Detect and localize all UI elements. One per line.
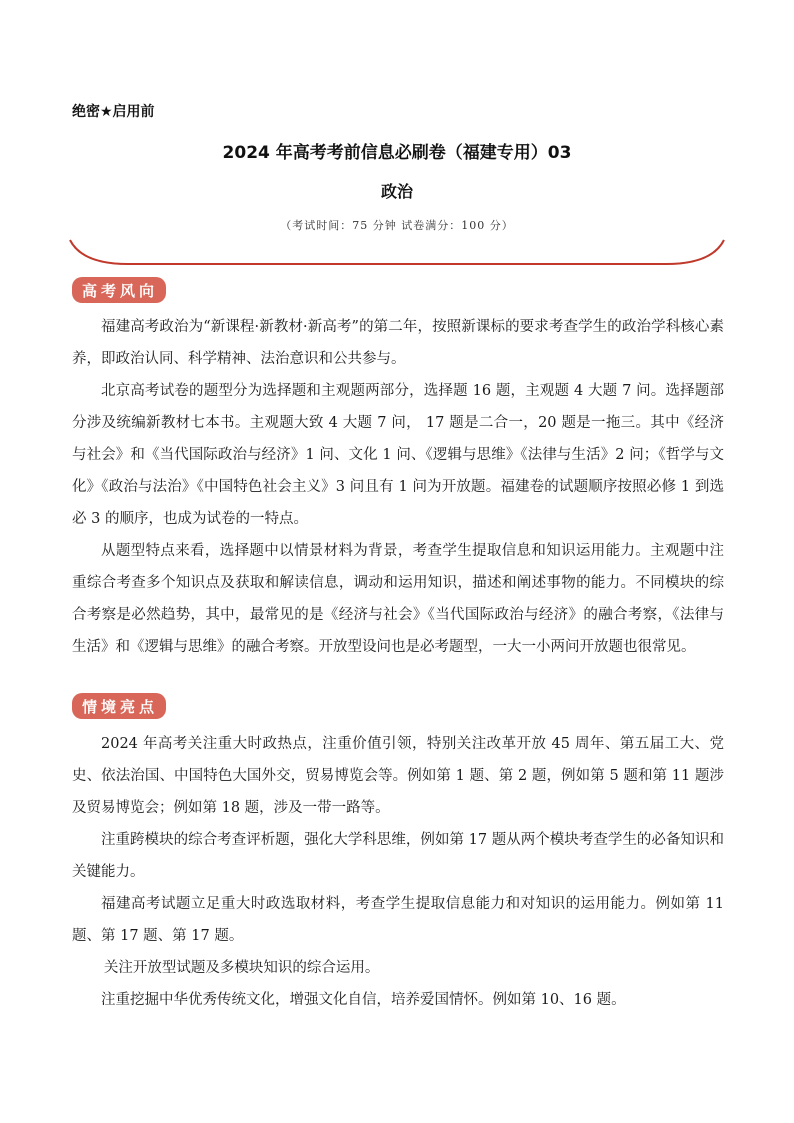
paragraph: 福建高考政治为“新课程·新教材·新高考”的第二年，按照新课标的要求考查学生的政治学科核心素养，即政治认同、科学精神、法治意识和公共参与。 — [72, 319, 724, 367]
header-curve-divider — [68, 236, 726, 270]
section-badge-label: 高考风向 — [82, 281, 159, 300]
paragraph: 注重挖掘中华优秀传统文化，增强文化自信，培养爱国情怀。例如第 10、16 题。 — [101, 992, 626, 1008]
exam-info: （考试时间：75 分钟 试卷满分：100 分） — [280, 219, 514, 232]
section-badge-trend — [72, 277, 166, 303]
paragraph: 注重跨模块的综合考查评析题，强化大学科思维，例如第 17 题从两个模块考查学生的必备知识和关键能力。 — [72, 832, 724, 880]
section-badge-highlights — [72, 693, 166, 719]
paragraph: 关注开放型试题及多模块知识的综合运用。 — [103, 960, 380, 976]
paragraph: 福建高考试题立足重大时政选取材料，考查学生提取信息能力和对知识的运用能力。例如第 11 题、第 17 题、第 17 题。 — [72, 896, 724, 944]
page-title: 2024 年高考考前信息必刷卷（福建专用）03 — [222, 143, 572, 163]
paragraph: 北京高考试卷的题型分为选择题和主观题两部分，选择题 16 题，主观题 4 大题 7 问。选择题部分涉及统编新教材七本书。主观题大致 4 大题 7 问， 17 题是二合一，20 题是一拖三。其中《经济与社会》和《当代国际政治与经济》1 问、文化 1 问、《逻辑与思维》《法律与生活》2 问；《哲学与文化》《政治与法治》《中国特色社会主义》3 问且有 1 问为开放题。福建卷的试题顺序按照必修 1 到选必 3 的顺序，也成为试卷的一特点。 — [72, 383, 724, 527]
paragraph: 2024 年高考关注重大时政热点，注重价值引领，特别关注改革开放 45 周年、第五届工大、党史、依法治国、中国特色大国外交，贸易博览会等。例如第 1 题、第 2 题，例如第 5 题和第 11 题涉及贸易博览会；例如第 18 题，涉及一带一路等。 — [72, 736, 724, 816]
section-trend — [72, 311, 724, 663]
paragraph: 从题型特点来看，选择题中以情景材料为背景，考查学生提取信息和知识运用能力。主观题中注重综合考查多个知识点及获取和解读信息，调动和运用知识，描述和阐述事物的能力。不同模块的综合考察是必然趋势，其中，最常见的是《经济与社会》《当代国际政治与经济》的融合考察，《法律与生活》和《逻辑与思维》的融合考察。开放型设问也是必考题型，一大一小两问开放题也很常见。 — [72, 543, 724, 655]
section-badge-label: 情境亮点 — [82, 697, 159, 716]
section-highlights — [72, 728, 724, 1016]
subject-title: 政治 — [380, 182, 413, 201]
secret-label: 绝密★启用前 — [72, 104, 155, 120]
